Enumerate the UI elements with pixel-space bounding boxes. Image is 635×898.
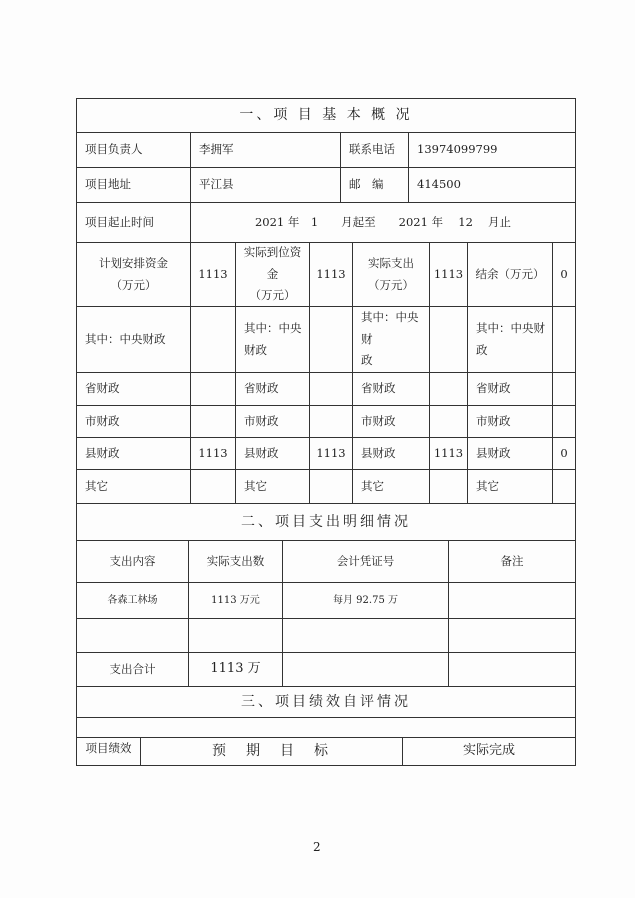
- province-row-cell: [310, 373, 353, 406]
- other-row-cell: 其它: [77, 470, 191, 504]
- county-row-cell: 1113: [430, 438, 468, 470]
- expense-cell: [449, 619, 576, 653]
- county-row-cell: 县财政: [468, 438, 553, 470]
- expense-cell: [189, 619, 283, 653]
- other-row-cell: [553, 470, 576, 504]
- project-table: [76, 98, 576, 766]
- phone-value: 13974099799: [409, 133, 576, 168]
- province-row-cell: 省财政: [468, 373, 553, 406]
- expense-cell: [283, 653, 449, 687]
- county-row-cell: 县财政: [236, 438, 310, 470]
- zip-label: 邮 编: [341, 168, 409, 203]
- leader-value: 李拥军: [191, 133, 341, 168]
- province-row-cell: 省财政: [353, 373, 430, 406]
- other-row-cell: 其它: [236, 470, 310, 504]
- expense-header-cell: 实际支出数: [189, 541, 283, 583]
- expense-cell: [77, 619, 189, 653]
- province-row-cell: [430, 373, 468, 406]
- central-row-cell: [430, 307, 468, 373]
- expense-cell: 1113 万元: [189, 583, 283, 619]
- province-row-cell: [553, 373, 576, 406]
- other-row-cell: 其它: [353, 470, 430, 504]
- other-row-cell: [310, 470, 353, 504]
- expense-cell: [283, 619, 449, 653]
- county-row-cell: 县财政: [353, 438, 430, 470]
- period-value: 2021 年 1 月起至 2021 年 12 月止: [191, 203, 576, 243]
- county-row-cell: 0: [553, 438, 576, 470]
- performance-label: 项目绩效: [77, 738, 141, 766]
- expense-cell: 1113 万: [189, 653, 283, 687]
- other-row-cell: 其它: [468, 470, 553, 504]
- funds-row-cell: 实际到位资 金 （万元）: [236, 243, 310, 307]
- central-row-cell: 其中：中央 财政: [236, 307, 310, 373]
- city-row-cell: [310, 406, 353, 438]
- central-row-cell: [310, 307, 353, 373]
- city-row-cell: 市财政: [353, 406, 430, 438]
- page-number: 2: [313, 840, 321, 854]
- other-row-cell: [191, 470, 236, 504]
- funds-row-cell: 1113: [430, 243, 468, 307]
- county-row-cell: 县财政: [77, 438, 191, 470]
- section2-title: 二、项目支出明细情况: [77, 504, 576, 541]
- expense-cell: [449, 653, 576, 687]
- other-row-cell: [430, 470, 468, 504]
- expected-goal-header: 预 期 目 标: [141, 738, 403, 766]
- city-row-cell: [553, 406, 576, 438]
- address-label: 项目地址: [77, 168, 191, 203]
- city-row-cell: [191, 406, 236, 438]
- section1-title: 一、项 目 基 本 概 况: [77, 99, 576, 133]
- funds-row-cell: 计划安排资金 （万元）: [77, 243, 191, 307]
- central-row-cell: [191, 307, 236, 373]
- expense-cell: 支出合计: [77, 653, 189, 687]
- central-row-cell: 其中：中央财政: [468, 307, 553, 373]
- leader-label: 项目负责人: [77, 133, 191, 168]
- funds-row-cell: 0: [553, 243, 576, 307]
- funds-row-cell: 1113: [310, 243, 353, 307]
- city-row-cell: 市财政: [468, 406, 553, 438]
- expense-header-cell: 会计凭证号: [283, 541, 449, 583]
- expense-cell: [449, 583, 576, 619]
- expense-header-cell: 备注: [449, 541, 576, 583]
- expense-header-cell: 支出内容: [77, 541, 189, 583]
- blank-row: [77, 718, 576, 738]
- address-value: 平江县: [191, 168, 341, 203]
- central-row-cell: 其中：中央财 政: [353, 307, 430, 373]
- central-row-cell: 其中：中央财政: [77, 307, 191, 373]
- actual-completion-header: 实际完成: [403, 738, 576, 766]
- expense-cell: 每月 92.75 万: [283, 583, 449, 619]
- section3-title: 三、项目绩效自评情况: [77, 687, 576, 718]
- central-row-cell: [553, 307, 576, 373]
- period-label: 项目起止时间: [77, 203, 191, 243]
- phone-label: 联系电话: [341, 133, 409, 168]
- province-row-cell: 省财政: [77, 373, 191, 406]
- funds-row-cell: 1113: [191, 243, 236, 307]
- city-row-cell: 市财政: [77, 406, 191, 438]
- county-row-cell: 1113: [191, 438, 236, 470]
- funds-row-cell: 实际支出 （万元）: [353, 243, 430, 307]
- expense-cell: 各森工林场: [77, 583, 189, 619]
- city-row-cell: [430, 406, 468, 438]
- city-row-cell: 市财政: [236, 406, 310, 438]
- province-row-cell: [191, 373, 236, 406]
- county-row-cell: 1113: [310, 438, 353, 470]
- funds-row-cell: 结余（万元）: [468, 243, 553, 307]
- province-row-cell: 省财政: [236, 373, 310, 406]
- zip-value: 414500: [409, 168, 576, 203]
